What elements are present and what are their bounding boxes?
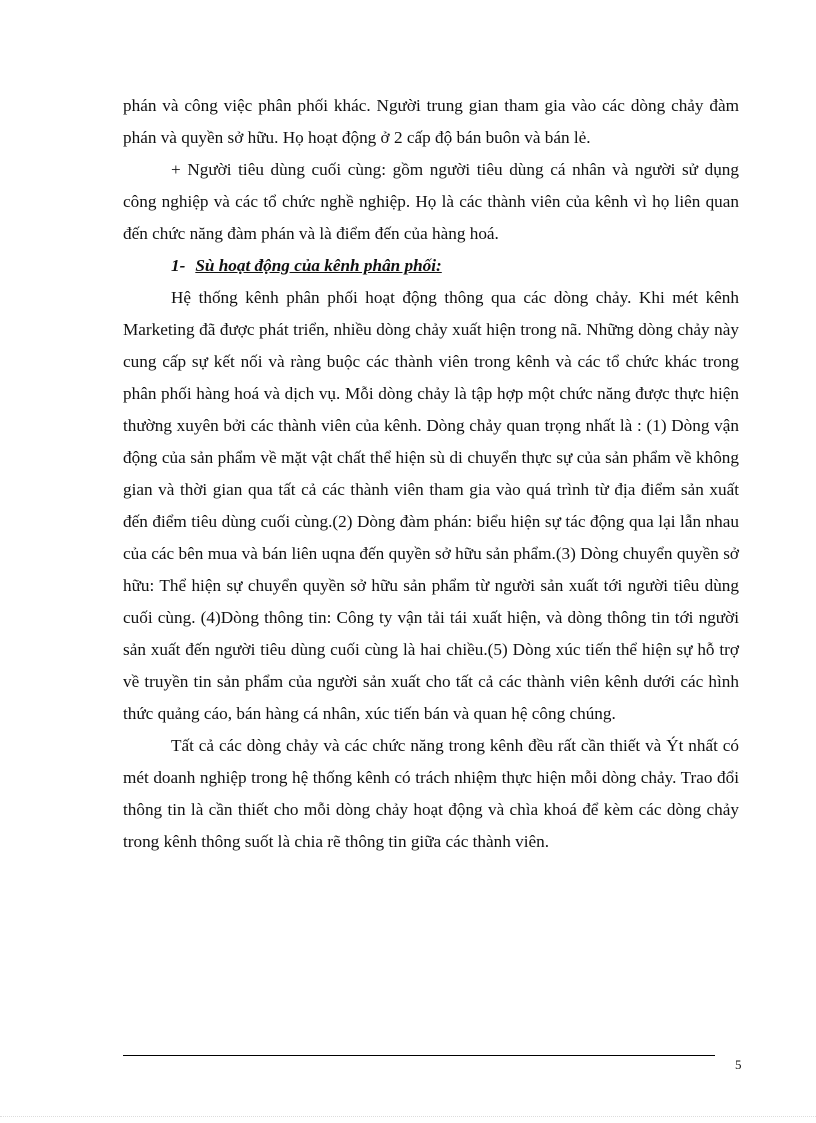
paragraph-channel-flows: Hệ thống kênh phân phối hoạt động thông qua các dòng chảy. Khi mét kênh Marketing đã được phát triển, nhiều dòng chảy xuất hiện trong nã. Những dòng chảy này cung cấp sự kết nối và ràng buộc các thành viên trong kênh và các tổ chức khác trong phân phối hàng hoá và dịch vụ. Mỗi dòng chảy là tập hợp một chức năng được thực hiện thường xuyên bởi các thành viên của kênh. Dòng chảy quan trọng nhất là : (1) Dòng vận động của sản phẩm về mặt vật chất thể hiện sù di chuyển thực sự của sản phẩm về không gian và thời gian qua tất cả các thành viên tham gia vào quá trình từ địa điểm sản xuất đến điểm tiêu dùng cuối cùng.(2) Dòng đàm phán: biểu hiện sự tác động qua lại lẫn nhau của các bên mua và bán liên uqna đến quyền sở hữu sản phẩm.(3) Dòng chuyển quyền sở hữu: Thể hiện sự chuyển quyền sở hữu sản phẩm từ người sản xuất tới người tiêu dùng cuối cùng. (4)Dòng thông tin: Công ty vận tải tái xuất hiện, và dòng thông tin tới người sản xuất đến người tiêu dùng cuối cùng là hai chiều.(5) Dòng xúc tiến thể hiện sự hỗ trợ về truyền tin sản phẩm của người sản xuất cho tất cả các thành viên kênh dưới các hình thức quảng cáo, bán hàng cá nhân, xúc tiến bán và quan hệ công chúng.	[123, 288, 739, 723]
paragraph-continuation: phán và công việc phân phối khác. Người trung gian tham gia vào các dòng chảy đàm phán và quyền sở hữu. Họ hoạt động ở 2 cấp độ bán buôn và bán lẻ.	[123, 96, 739, 147]
section-heading	[123, 250, 739, 282]
page-number: 5	[735, 1057, 742, 1072]
section-number: 1-	[171, 256, 186, 275]
section-title: Sù hoạt động của kênh phân phối:	[195, 256, 442, 275]
paragraph-end-consumer: + Người tiêu dùng cuối cùng: gồm người tiêu dùng cá nhân và người sử dụng công nghiệp và các tổ chức nghề nghiệp. Họ là các thành viên của kênh vì họ liên quan đến chức năng đàm phán và là điểm đến của hàng hoá.	[123, 160, 739, 243]
page-edge-divider	[0, 1116, 816, 1117]
paragraph-flow-functions: Tất cả các dòng chảy và các chức năng trong kênh đều rất cần thiết và Ýt nhất có mét doanh nghiệp trong hệ thống kênh có trách nhiệm thực hiện mỗi dòng chảy. Trao đổi thông tin là cần thiết cho mỗi dòng chảy hoạt động và chìa khoá để kèm các dòng chảy trong kênh thông suốt là chia rẽ thông tin giữa các thành viên.	[123, 736, 739, 851]
footer-rule	[123, 1055, 715, 1056]
document-body	[123, 90, 739, 858]
